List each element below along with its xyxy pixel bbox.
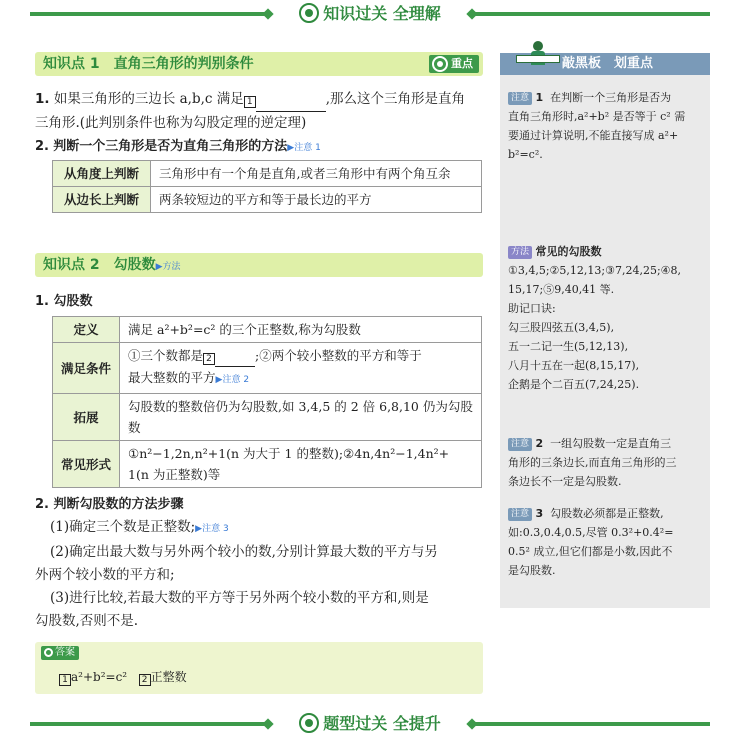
table-value [120, 441, 482, 488]
method-ref: ▶方法 [155, 262, 181, 272]
note-ref-3: ▶注意 3 [195, 524, 229, 534]
cond-text-post: ;②两个较小整数的平方和等于 [255, 348, 422, 363]
table-value: 两条较短边的平方和等于最长边的平方 [151, 187, 482, 213]
method-title: 常见的勾股数 [535, 245, 602, 258]
method-steps [35, 516, 490, 633]
table-row [53, 161, 482, 187]
note-tag: 注意 [508, 92, 532, 105]
teacher-figure-icon [526, 41, 550, 73]
banner-line-left [30, 12, 268, 16]
note-ref-2: ▶注意 2 [215, 375, 250, 385]
step3-line2: 勾股数,否则不是. [35, 613, 139, 629]
table-row [53, 441, 482, 488]
note-ref-1: ▶注意 1 [287, 143, 321, 153]
pythagorean-triples-heading: 1. 勾股数 [35, 294, 93, 309]
pythagorean-triples-table [52, 316, 482, 488]
step1: (1)确定三个数是正整数; [50, 519, 196, 535]
item1-text-pre: 如果三角形的三边长 a,b,c 满足 [53, 91, 244, 107]
blank-box-2: 2 [203, 353, 215, 365]
key-point-badge [429, 55, 479, 73]
judge-method-table [52, 160, 482, 213]
form-line2: 1(n 为正整数)等 [128, 467, 221, 482]
section2-header [35, 253, 483, 277]
section1-title: 知识点 1 直角三角形的判别条件 [43, 56, 254, 72]
table-key: 定义 [53, 317, 120, 343]
table-row [53, 394, 482, 441]
method-line: ①3,4,5;②5,12,13;③7,24,25;④8, [508, 264, 682, 277]
table-key: 从边长上判断 [53, 187, 151, 213]
bottom-banner [30, 712, 710, 736]
sidebar-note1 [508, 88, 706, 164]
sidebar-header-text: 敲黑板 划重点 [562, 56, 654, 71]
answer-box-2: 2 [139, 674, 151, 686]
item2-title: 判断一个三角形是否为直角三角形的方法 [53, 139, 288, 154]
table-value: 三角形中有一个角是直角,或者三角形中有两个角互余 [151, 161, 482, 187]
table-key: 满足条件 [53, 343, 120, 394]
method-line: 15,17;⑤9,40,41 等. [508, 283, 615, 296]
note-line: 0.5² 成立,但它们都是小数,因此不 [508, 545, 673, 558]
cond-text-pre: ①三个数都是 [128, 348, 204, 363]
answer-2: 正整数 [150, 670, 187, 684]
method-steps-heading: 2. 判断勾股数的方法步骤 [35, 497, 184, 512]
blank-line-2 [215, 345, 255, 367]
swirl-icon [299, 3, 319, 23]
answer-box [35, 642, 483, 694]
note-line: 角形的三条边长,而直角三角形的三 [508, 456, 677, 469]
method-line: 助记口诀: [508, 302, 556, 315]
item1-text-line2: 三角形.(此判别条件也称为勾股定理的逆定理) [35, 115, 307, 131]
table-key: 从角度上判断 [53, 161, 151, 187]
banner-line-left [30, 722, 268, 726]
table-row [53, 343, 482, 394]
note-line: 在判断一个三角形是否为 [550, 91, 672, 104]
form-line1: ①n²−1,2n,n²+1(n 为大于 1 的整数);②4n,4n²−1,4n²+ [128, 446, 450, 461]
note-line: 一组勾股数一定是直角三 [550, 437, 672, 450]
cond-text-line2: 最大整数的平方 [128, 370, 216, 385]
table-key: 拓展 [53, 394, 120, 441]
section1-item1 [35, 88, 485, 135]
table-value: 满足 a²+b²=c² 的三个正整数,称为勾股数 [120, 317, 482, 343]
blank-line-1 [256, 88, 326, 112]
answer-label [41, 646, 79, 660]
banner-line-right [472, 12, 710, 16]
answer-box-1: 1 [59, 674, 71, 686]
swirl-icon [299, 713, 319, 733]
badge-label: 重点 [451, 57, 473, 70]
sidebar-note2 [508, 434, 706, 491]
sidebar-method [508, 242, 706, 394]
note-tag: 注意 [508, 438, 532, 451]
table-row [53, 187, 482, 213]
banner-title [280, 712, 460, 736]
method-line: 五一二记一生(5,12,13), [508, 340, 629, 353]
note-line: 如:0.3,0.4,0.5,尽管 0.3²+0.4²= [508, 526, 674, 539]
note-tag: 注意 [508, 508, 532, 521]
banner-title-text: 题型过关 全提升 [323, 714, 441, 733]
section2-title-text: 知识点 2 勾股数 [43, 257, 156, 273]
section2-title [43, 253, 181, 279]
sidebar-note3 [508, 504, 706, 580]
method-tag: 方法 [508, 246, 532, 259]
step2-line1: (2)确定出最大数与另外两个较小的数,分别计算最大数的平方与另 [50, 544, 438, 560]
note-line: 直角三角形时,a²+b² 是否等于 c² 需 [508, 110, 686, 123]
table-key: 常见形式 [53, 441, 120, 488]
sidebar-header [500, 53, 710, 75]
method-line: 企鹅是个二百五(7,24,25). [508, 378, 640, 391]
top-banner [30, 2, 710, 26]
note-number: 2 [535, 437, 544, 450]
banner-title-text: 知识过关 全理解 [323, 4, 441, 23]
note-line: 要通过计算说明,不能直接写成 a²+ [508, 129, 679, 142]
method-line: 勾三股四弦五(3,4,5), [508, 321, 615, 334]
item1-text-post: ,那么这个三角形是直角 [325, 91, 466, 107]
note-number: 1 [535, 91, 544, 104]
item1-number: 1. [35, 91, 50, 107]
table-value [120, 343, 482, 394]
note-line: b²=c². [508, 148, 543, 161]
note-line: 是勾股数. [508, 564, 556, 577]
note-number: 3 [535, 507, 544, 520]
answer-1: a²+b²=c² [71, 670, 128, 684]
target-icon [432, 56, 448, 72]
banner-line-right [472, 722, 710, 726]
table-value: 勾股数的整数倍仍为勾股数,如 3,4,5 的 2 倍 6,8,10 仍为勾股数 [120, 394, 482, 441]
answer-label-text: 答案 [55, 647, 75, 658]
item2-number: 2. [35, 139, 49, 154]
section1-item2 [35, 135, 485, 160]
step3-line1: (3)进行比较,若最大数的平方等于另外两个较小数的平方和,则是 [50, 590, 429, 606]
step2-line2: 外两个较小数的平方和; [35, 567, 175, 583]
note-line: 勾股数必须都是正整数, [550, 507, 664, 520]
table-row [53, 317, 482, 343]
section1-header [35, 52, 483, 76]
note-line: 条边长不一定是勾股数. [508, 475, 622, 488]
banner-title [280, 2, 460, 26]
method-line: 八月十五在一起(8,15,17), [508, 359, 640, 372]
key-icon [44, 648, 53, 657]
answer-content [59, 668, 187, 686]
blank-box-1: 1 [244, 96, 256, 108]
